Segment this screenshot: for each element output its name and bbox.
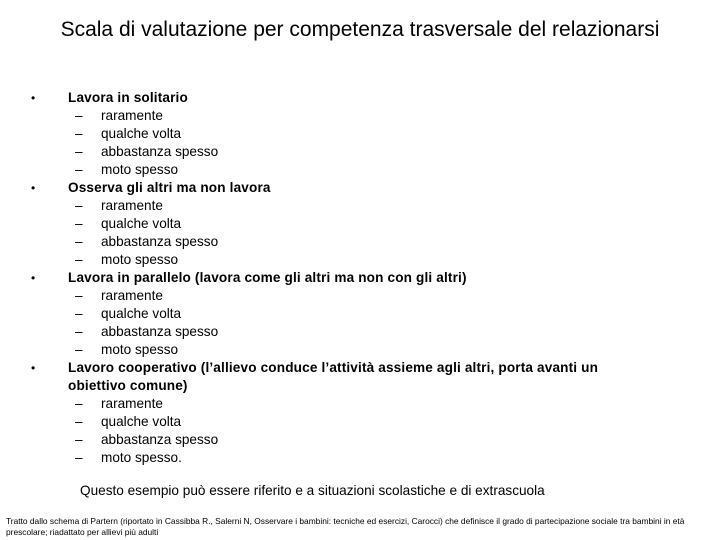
sub-item: – raramente <box>75 198 163 213</box>
dash-icon: – <box>75 288 83 303</box>
dash-icon: – <box>75 108 83 123</box>
bullet-icon: • <box>31 271 36 285</box>
list-item <box>0 269 648 287</box>
item-label: Osserva gli altri ma non lavora <box>68 180 271 195</box>
dash-icon: – <box>75 162 83 177</box>
source-citation: Tratto dallo schema di Partern (riportato in Cassibba R., Salerni N, Osservare i bambini: tecniche ed esercizi, Carocci) che definisce il grado di partecipazione sociale tra bambini in età prescolare; riadattato per allievi più adulti <box>6 516 685 537</box>
dash-icon: – <box>75 126 83 141</box>
item-label: Lavoro cooperativo (l’allievo conduce l’attività assieme agli altri, porta avanti un obiettivo comune) <box>68 360 599 393</box>
competency-list <box>0 89 720 467</box>
sub-item: – abbastanza spesso <box>75 432 219 447</box>
bullet-icon: • <box>31 181 36 195</box>
sub-item: – raramente <box>75 288 163 303</box>
dash-icon: – <box>75 216 83 231</box>
note-text: Questo esempio può essere riferito e a situazioni scolastiche e di extrascuola <box>80 483 545 498</box>
dash-icon: – <box>75 234 83 249</box>
sub-item: – moto spesso <box>75 342 179 357</box>
item-label: Lavora in parallelo (lavora come gli altri ma non con gli altri) <box>68 270 467 285</box>
dash-icon: – <box>75 306 83 321</box>
slide-title: Scala di valutazione per competenza trasversale del relazionarsi <box>60 18 660 41</box>
sub-item: – abbastanza spesso <box>75 324 219 339</box>
dash-icon: – <box>75 198 83 213</box>
list-item <box>0 359 648 395</box>
bullet-icon: • <box>31 91 36 105</box>
list-item <box>0 89 648 107</box>
sub-item: – moto spesso. <box>75 450 182 465</box>
sub-item: – moto spesso <box>75 162 179 177</box>
sub-item: – abbastanza spesso <box>75 234 219 249</box>
dash-icon: – <box>75 450 83 465</box>
sub-item: – qualche volta <box>75 414 182 429</box>
sub-item: – raramente <box>75 396 163 411</box>
dash-icon: – <box>75 432 83 447</box>
sub-item: – abbastanza spesso <box>75 144 219 159</box>
sub-item: – raramente <box>75 108 163 123</box>
sub-item: – qualche volta <box>75 306 182 321</box>
list-item <box>0 179 648 197</box>
dash-icon: – <box>75 414 83 429</box>
bullet-icon: • <box>31 361 36 375</box>
sub-item: – qualche volta <box>75 216 182 231</box>
dash-icon: – <box>75 324 83 339</box>
dash-icon: – <box>75 144 83 159</box>
dash-icon: – <box>75 252 83 267</box>
dash-icon: – <box>75 396 83 411</box>
sub-item: – qualche volta <box>75 126 182 141</box>
item-label: Lavora in solitario <box>68 90 188 105</box>
sub-item: – moto spesso <box>75 252 179 267</box>
dash-icon: – <box>75 342 83 357</box>
